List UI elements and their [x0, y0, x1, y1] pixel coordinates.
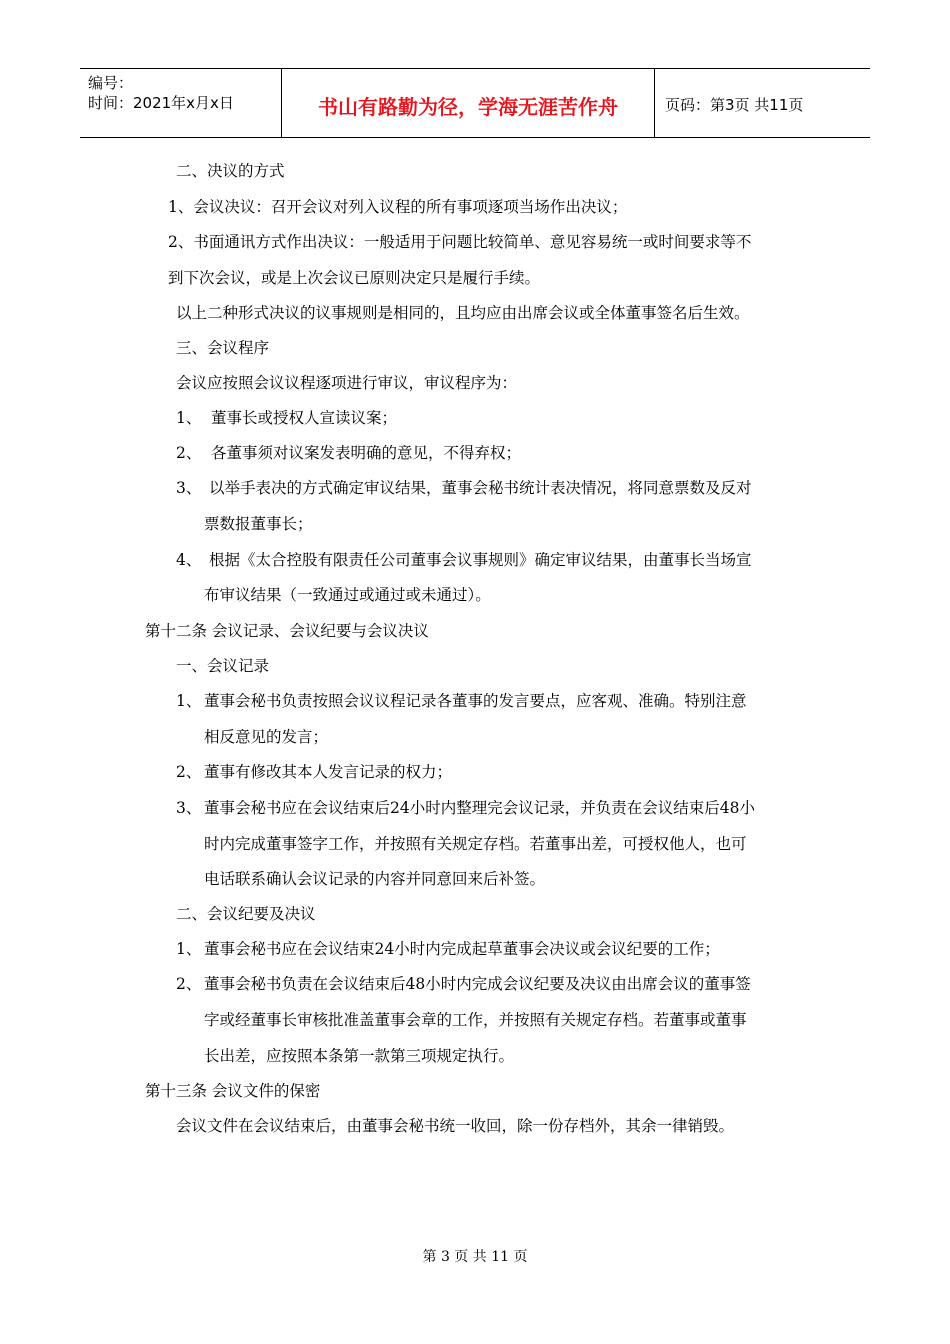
list-number: 2、: [176, 444, 202, 462]
list-number: 4、: [176, 551, 202, 569]
section-heading: 二、决议的方式: [176, 162, 285, 180]
list-item-text: 电话联系确认会议记录的内容并同意回来后补签。: [204, 870, 546, 888]
article-heading: 第十三条 会议文件的保密: [145, 1082, 321, 1100]
document-number-label: 编号：: [88, 74, 134, 92]
page-footer: 第 3 页 共 11 页: [422, 1249, 528, 1265]
section-heading: 二、会议纪要及决议: [176, 905, 316, 923]
article-heading: 第十二条 会议记录、会议纪要与会议决议: [145, 622, 429, 640]
header-page-cell: [655, 69, 870, 137]
list-item-text: 相反意见的发言；: [204, 728, 329, 746]
list-item-text: 票数报董事长；: [204, 515, 313, 533]
header-motto-cell: [281, 69, 655, 137]
list-item-text: 时内完成董事签字工作，并按照有关规定存档。若董事出差，可授权他人，也可: [204, 835, 747, 853]
list-number: 1、: [176, 940, 202, 958]
paragraph-line: 会议应按照会议议程逐项进行审议，审议程序为：: [176, 374, 518, 392]
paragraph-line: 以上二种形式决议的议事规则是相同的，且均应由出席会议或全体董事签名后生效。: [176, 304, 750, 322]
list-item-text: 董事会秘书应在会议结束24小时内完成起草董事会决议或会议纪要的工作；: [204, 940, 720, 958]
header-meta-cell: [80, 69, 281, 137]
section-heading: 一、会议记录: [176, 657, 270, 675]
list-item-text: 字或经董事长审核批准盖董事会章的工作，并按照有关规定存档。若董事或董事: [204, 1011, 747, 1029]
list-item-text: 董事会秘书应在会议结束后24小时内整理完会议记录，并负责在会议结束后48小: [204, 799, 755, 817]
list-item-text: 董事会秘书负责按照会议议程记录各董事的发言要点，应客观、准确。特别注意: [204, 692, 747, 710]
list-item-text: 董事会秘书负责在会议结束后48小时内完成会议纪要及决议由出席会议的董事签: [204, 975, 751, 993]
list-number: 2、: [176, 975, 202, 993]
list-item-text: 根据《太合控股有限责任公司董事会议事规则》确定审议结果，由董事长当场宣: [209, 551, 752, 569]
list-item-text: 以举手表决的方式确定审议结果，董事会秘书统计表决情况，将同意票数及反对: [209, 479, 752, 497]
paragraph-line: 到下次会议，或是上次会议已原则决定只是履行手续。: [168, 269, 541, 287]
list-item-text: 长出差，应按照本条第一款第三项规定执行。: [204, 1047, 515, 1065]
document-header: [80, 68, 870, 138]
list-item-text: 董事长或授权人宣读议案；: [211, 409, 398, 427]
list-number: 2、: [176, 763, 202, 781]
section-heading: 三、会议程序: [176, 339, 270, 357]
list-item-text: 各董事须对议案发表明确的意见，不得弃权；: [211, 444, 522, 462]
list-number: 3、: [176, 479, 202, 497]
list-number: 1、: [176, 409, 202, 427]
header-motto: 书山有路勤为径，学海无涯苦作舟: [318, 95, 618, 119]
paragraph-line: 2、书面通讯方式作出决议：一般适用于问题比较简单、意见容易统一或时间要求等不: [168, 233, 752, 251]
document-time-label: 时间：2021年x月x日: [88, 94, 234, 112]
list-item-text: 布审议结果（一致通过或通过或未通过）。: [204, 586, 491, 604]
list-number: 1、: [176, 692, 202, 710]
header-page-number: 页码：第3页 共11页: [665, 96, 804, 114]
paragraph-line: 1、会议决议：召开会议对列入议程的所有事项逐项当场作出决议；: [168, 198, 628, 216]
list-item-text: 董事有修改其本人发言记录的权力；: [204, 763, 453, 781]
paragraph-line: 会议文件在会议结束后，由董事会秘书统一收回，除一份存档外，其余一律销毁。: [176, 1117, 735, 1135]
list-number: 3、: [176, 799, 202, 817]
